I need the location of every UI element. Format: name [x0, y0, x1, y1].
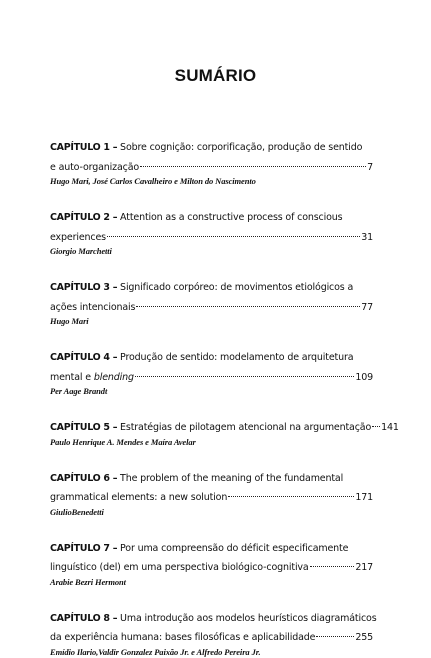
chapter-title-continued: e auto-organização [50, 161, 140, 173]
page-number: 31 [361, 231, 373, 243]
dot-leader [135, 376, 354, 377]
page-number: 141 [381, 422, 399, 433]
chapter-title: Uma introdução aos modelos heurísticos diagramáticos [117, 612, 377, 624]
chapter-label: CAPÍTULO 8 – [50, 612, 118, 624]
chapter-title-text: mental e [50, 371, 94, 383]
chapter-title-continued: experiences [50, 231, 106, 243]
chapter-title-line [50, 418, 371, 438]
page-number: 109 [355, 371, 373, 383]
chapter-title-italic: blending [93, 371, 134, 383]
dot-leader [316, 636, 354, 637]
chapter-title: Attention as a constructive process of conscious [117, 212, 343, 223]
dot-leader [310, 566, 355, 567]
chapter-authors: Emídio Ilario,Valdir Gonzalez Paixão Jr. e Alfredo Pereira Jr. [50, 646, 261, 657]
toc-entry-title-line [50, 278, 373, 298]
chapter-authors: Arabie Bezri Hermont [50, 576, 126, 587]
toc-entry-title-line [50, 138, 373, 158]
toc-entry-title-line [50, 348, 373, 368]
chapter-title: Produção de sentido: modelamento de arquitetura [117, 352, 354, 363]
toc-entry-chapter-5[interactable] [50, 418, 399, 448]
toc-entry-title-line [50, 539, 373, 559]
chapter-authors: Per Aage Brandt [50, 386, 108, 396]
toc-entry-leader-line [50, 368, 373, 388]
chapter-title: Sobre cognição: corporificação, produção de sentido [117, 142, 363, 153]
chapter-label: CAPÍTULO 6 – [50, 472, 118, 484]
toc-entry-chapter-3[interactable] [50, 278, 373, 327]
toc-entry-leader-line [50, 158, 373, 178]
toc-entry-title-line [50, 208, 373, 228]
toc-entry-leader-line [50, 488, 373, 508]
chapter-title-continued: grammatical elements: a new solution [50, 492, 228, 503]
chapter-authors: Paulo Henrique A. Mendes e Maíra Avelar [50, 436, 196, 447]
dot-leader [228, 496, 354, 497]
toc-entry-chapter-4[interactable] [50, 348, 373, 397]
chapter-label: CAPÍTULO 5 – [50, 422, 118, 433]
page-title: SUMÁRIO [174, 66, 257, 85]
toc-entry-leader-line [50, 558, 373, 578]
chapter-title: Estratégias de pilotagem atencional na argumentação [117, 422, 372, 433]
page-number: 77 [361, 301, 373, 313]
toc-entry-leader-line [50, 418, 399, 438]
dot-leader [372, 426, 380, 427]
dot-leader [136, 306, 360, 307]
chapter-label: CAPÍTULO 4 – [50, 352, 118, 363]
toc-entry-chapter-7[interactable] [50, 539, 373, 588]
page-number: 255 [355, 632, 373, 643]
chapter-authors: GiulioBenedetti [50, 506, 104, 517]
page-number: 7 [367, 161, 373, 173]
chapter-title: Significado corpóreo: de movimentos etiológicos a [117, 282, 354, 293]
chapter-label: CAPÍTULO 2 – [50, 212, 118, 223]
chapter-title-continued [50, 368, 134, 388]
chapter-label: CAPÍTULO 3 – [50, 282, 118, 293]
chapter-label: CAPÍTULO 7 – [50, 542, 118, 554]
toc-entry-title-line [50, 609, 377, 629]
table-of-contents [50, 138, 399, 658]
toc-entry-leader-line [50, 298, 373, 318]
chapter-authors: Hugo Mari, José Carlos Cavalheiro e Milton do Nascimento [50, 176, 256, 186]
chapter-authors: Hugo Mari [50, 316, 89, 326]
dot-leader [107, 236, 360, 237]
toc-entry-chapter-6[interactable] [50, 469, 373, 518]
chapter-title-continued: linguístico (del) em uma perspectiva biológico-cognitiva [50, 562, 309, 573]
chapter-title-continued: da experiência humana: bases filosóficas e aplicabilidade [50, 632, 316, 643]
toc-entry-chapter-1[interactable] [50, 138, 373, 187]
toc-entry-title-line [50, 469, 373, 489]
toc-entry-leader-line [50, 228, 373, 248]
chapter-title: The problem of the meaning of the fundamental [117, 472, 344, 484]
toc-entry-leader-line [50, 628, 373, 648]
chapter-title-continued: ações intencionais [50, 301, 136, 313]
dot-leader [140, 166, 366, 167]
chapter-authors: Giorgio Marchetti [50, 246, 112, 256]
page-number: 217 [355, 562, 373, 573]
page-number: 171 [355, 492, 373, 503]
toc-entry-chapter-8[interactable] [50, 609, 377, 658]
toc-entry-chapter-2[interactable] [50, 208, 373, 257]
chapter-label: CAPÍTULO 1 – [50, 142, 118, 153]
chapter-title: Por uma compreensão do déficit especificamente [117, 542, 349, 554]
